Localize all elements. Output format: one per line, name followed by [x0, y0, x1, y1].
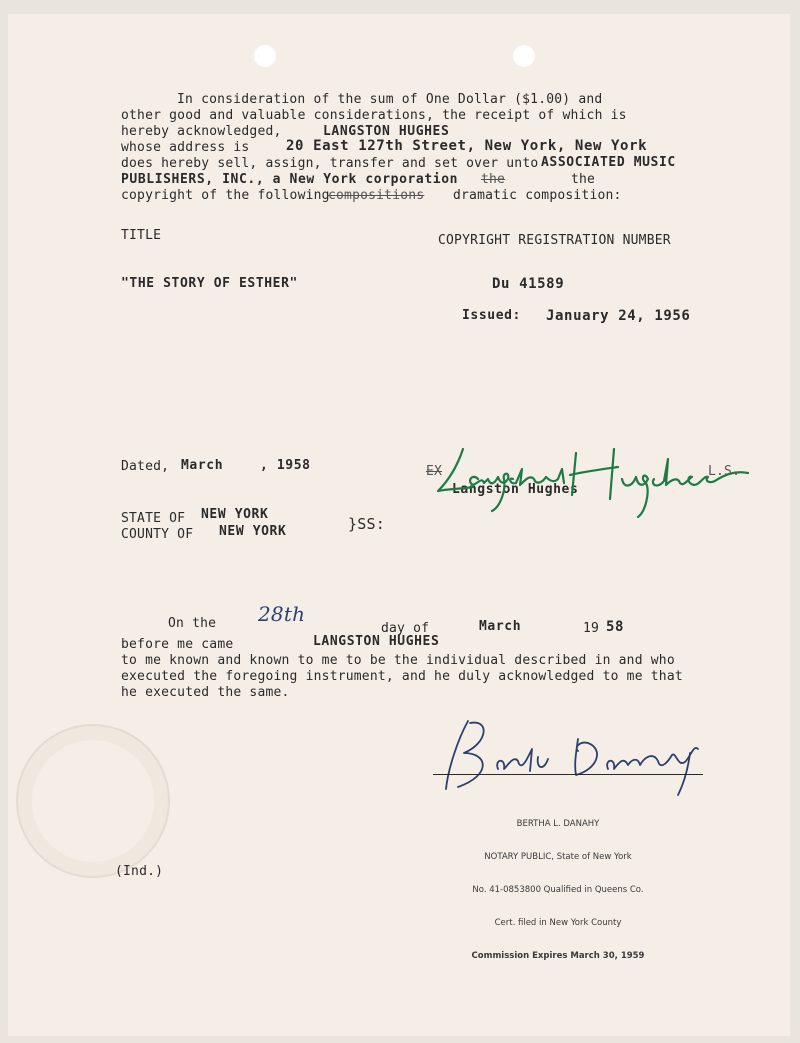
- para-line: whose address is: [121, 140, 250, 155]
- struck-word: the: [481, 172, 506, 187]
- assignee-name-cont: PUBLISHERS, INC., a New York corporation: [121, 172, 459, 187]
- work-title: "THE STORY OF ESTHER": [121, 276, 298, 291]
- notary-signature: [428, 709, 718, 809]
- day-of-label: day of: [381, 621, 430, 636]
- notary-stamp-line: No. 41-0853800 Qualified in Queens Co.: [472, 885, 644, 895]
- notary-stamp-line: Cert. filed in New York County: [494, 918, 622, 928]
- langston-hughes-signature: [418, 439, 768, 529]
- ss-bracket: }SS:: [348, 515, 385, 533]
- punch-hole: [513, 45, 535, 67]
- ack-year-suffix: 58: [606, 619, 625, 635]
- ack-line: he executed the same.: [121, 685, 290, 700]
- notary-seal-embossed: [16, 724, 170, 878]
- registration-header: COPYRIGHT REGISTRATION NUMBER: [438, 233, 671, 248]
- handwritten-day: 28th: [258, 602, 306, 626]
- para-line: does hereby sell, assign, transfer and set over unto: [121, 156, 539, 171]
- para-line: In consideration of the sum of One Dollar ($1.00) and: [177, 92, 603, 107]
- dated-year: , 1958: [260, 458, 311, 473]
- ls-suffix: L.S.: [708, 464, 741, 479]
- registration-number: Du 41589: [492, 276, 565, 292]
- ack-month: March: [479, 619, 522, 634]
- state-value: NEW YORK: [201, 507, 269, 522]
- state-label: STATE OF: [121, 511, 186, 526]
- para-line: copyright of the following: [121, 188, 330, 203]
- punch-hole: [254, 45, 276, 67]
- ack-year-prefix: 19: [583, 621, 600, 636]
- notary-stamp-line: NOTARY PUBLIC, State of New York: [484, 852, 632, 862]
- struck-word: compositions: [328, 188, 425, 203]
- document-page: [8, 14, 790, 1036]
- on-the-label: On the: [168, 616, 217, 631]
- ack-line: to me known and known to me to be the individual described in and who: [121, 653, 675, 668]
- county-value: NEW YORK: [219, 524, 287, 539]
- before-me-label: before me came: [121, 637, 234, 652]
- svg-text:Bertha L. Danahy: Bertha L. Danahy: [428, 709, 438, 710]
- para-line: other good and valuable considerations, the receipt of which is: [121, 108, 627, 123]
- county-label: COUNTY OF: [121, 527, 194, 542]
- struck-prefix: EX: [426, 464, 443, 479]
- ind-note: (Ind.): [115, 864, 164, 879]
- ack-person: LANGSTON HUGHES: [313, 634, 440, 649]
- assignor-name: LANGSTON HUGHES: [323, 124, 450, 139]
- para-line: hereby acknowledged,: [121, 124, 282, 139]
- assignee-name: ASSOCIATED MUSIC: [541, 155, 676, 170]
- para-line: dramatic composition:: [453, 188, 622, 203]
- issued-label: Issued:: [462, 308, 521, 323]
- dated-month: March: [181, 458, 224, 473]
- para-line: the: [571, 172, 596, 187]
- typed-signatory-name: Langston Hughes: [452, 482, 579, 497]
- notary-stamp-line: BERTHA L. DANAHY: [516, 819, 600, 829]
- dated-label: Dated,: [121, 459, 170, 474]
- notary-stamp: [448, 797, 668, 984]
- address-value: 20 East 127th Street, New York, New York: [286, 138, 648, 154]
- notary-stamp-line: Commission Expires March 30, 1959: [471, 951, 645, 961]
- title-header: TITLE: [121, 228, 162, 243]
- signature-line: [433, 774, 703, 775]
- svg-text:Langston Hughes: Langston Hughes: [418, 439, 428, 440]
- issued-date: January 24, 1956: [546, 308, 691, 324]
- ack-line: executed the foregoing instrument, and he duly acknowledged to me that: [121, 669, 683, 684]
